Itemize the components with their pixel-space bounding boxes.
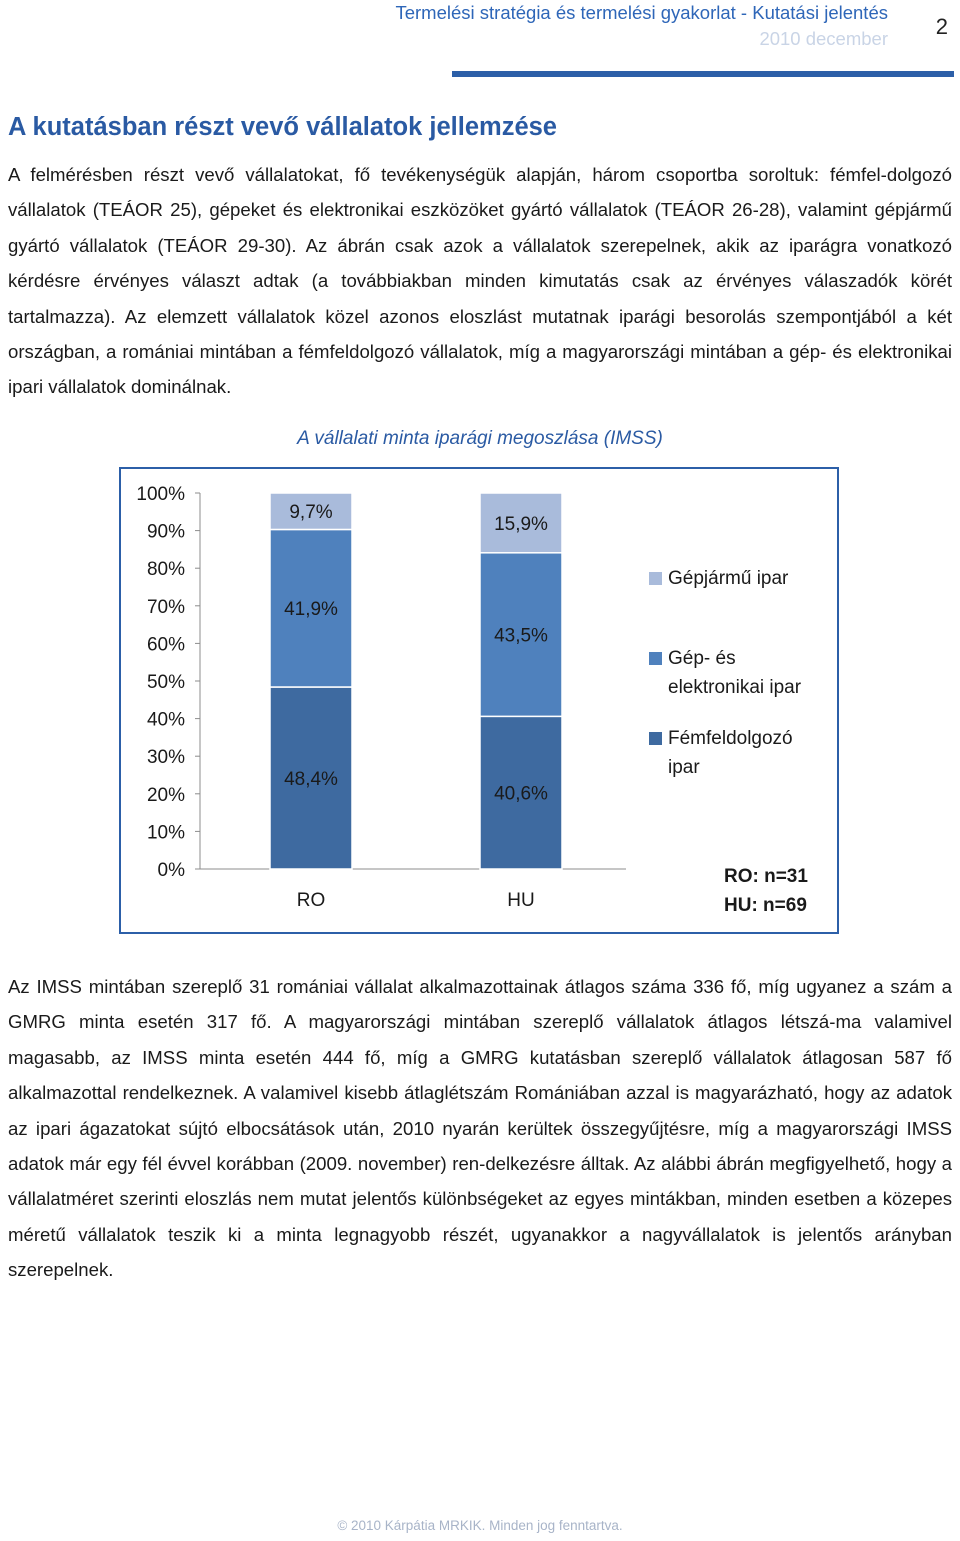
header-rule — [452, 71, 954, 77]
data-label: 40,6% — [494, 783, 548, 805]
legend-swatch — [649, 572, 662, 585]
footer-copyright: © 2010 Kárpátia MRKIK. Minden jog fenntartva. — [337, 1518, 623, 1533]
legend-label: Gépjármű ipar — [668, 568, 789, 589]
page-number: 2 — [935, 14, 948, 39]
chart-title: A vállalati minta iparági megoszlása (IMSS) — [297, 428, 663, 449]
data-label: 43,5% — [494, 625, 548, 647]
header-title: Termelési stratégia és termelési gyakorlat - Kutatási jelentés — [395, 2, 888, 23]
y-tick-label: 60% — [146, 634, 185, 656]
y-tick-label: 90% — [146, 521, 185, 543]
section-title: A kutatásban részt vevő vállalatok jellemzése — [8, 113, 557, 141]
paragraph-headcount: Az IMSS mintában szereplő 31 romániai vállalat alkalmazottainak átlagos száma 336 fő, míg ugyanez a szám a GMRG minta esetén 317 fő. A magyarországi mintában szereplő vállalatok átlagos létszá-ma valamivel magasabb, az IMSS minta esetén 444 fő, míg a GMRG kutatásban szereplő vállalatok átlagosan 587 fő alkalmazottal rendelkeznek. A valamivel kisebb átlaglétszám Romániában azzal is magyarázható, hogy az adatok az ipari ágazatokat sújtó elbocsátások után, 2010 nyarán kerültek összegyűjtésre, míg a magyarországi IMSS adatok már egy fél évvel korábban (2009. november) ren-delkezésre álltak. Az alábbi ábrán megfigyelhető, hogy a vállalatméret szerinti eloszlás nem mutat jelentős különbségeket az egyes mintákban, minden esetben a közepes méretű vállalatok teszik ki a minta legnagyobb részét, ugyanakkor a nagyvállalatok is jelentős arányban szerepelnek. — [8, 976, 952, 1281]
x-tick-label: RO — [296, 890, 326, 911]
y-tick-label: 10% — [146, 822, 185, 844]
legend-label: ipar — [668, 757, 700, 778]
legend-label: Fémfeldolgozó — [668, 728, 793, 749]
legend-swatch — [649, 652, 662, 665]
chart-frame — [119, 467, 839, 934]
data-label: 15,9% — [494, 513, 548, 535]
header-date: 2010 december — [759, 28, 888, 49]
y-tick-label: 30% — [146, 747, 185, 769]
y-tick-label: 80% — [146, 559, 185, 581]
paragraph-industry: A felmérésben részt vevő vállalatokat, fő tevékenységük alapján, három csoportba soroltuk: fémfel-dolgozó vállalatok (TEÁOR 25), gépeket és elektronikai eszközöket gyártó vállalatok (TEÁOR 26-28), valamint gépjármű gyártó vállalatok (TEÁOR 29-30). Az ábrán csak azok a vállalatok szerepelnek, akik az iparágra vonatkozó kérdésre érvényes választ adtak (a továbbiakban minden kimutatás csak az érvényes válaszadók körét tartalmazza). Az elemzett vállalatok közel azonos eloszlást mutatnak iparági besorolás szempontjából a két országban, a romániai mintában a fémfeldolgozó vállalatok, míg a magyarországi mintában a gép- és elektronikai ipari vállalatok dominálnak. — [8, 164, 952, 398]
y-tick-label: 40% — [146, 709, 185, 731]
data-label: 48,4% — [284, 769, 338, 791]
legend-label: elektronikai ipar — [668, 677, 802, 698]
data-label: 41,9% — [284, 599, 338, 621]
industry-chart — [121, 469, 837, 932]
legend-label: Gép- és — [668, 648, 736, 669]
data-label: 9,7% — [289, 502, 333, 524]
y-tick-label: 100% — [136, 484, 185, 505]
y-tick-label: 50% — [146, 672, 185, 693]
legend-swatch — [649, 732, 662, 745]
y-tick-label: 20% — [146, 784, 185, 806]
sample-size-note: RO: n=31 — [724, 866, 808, 887]
y-tick-label: 0% — [157, 860, 185, 881]
sample-size-note: HU: n=69 — [724, 895, 807, 916]
y-tick-label: 70% — [146, 596, 185, 618]
x-tick-label: HU — [507, 890, 535, 911]
